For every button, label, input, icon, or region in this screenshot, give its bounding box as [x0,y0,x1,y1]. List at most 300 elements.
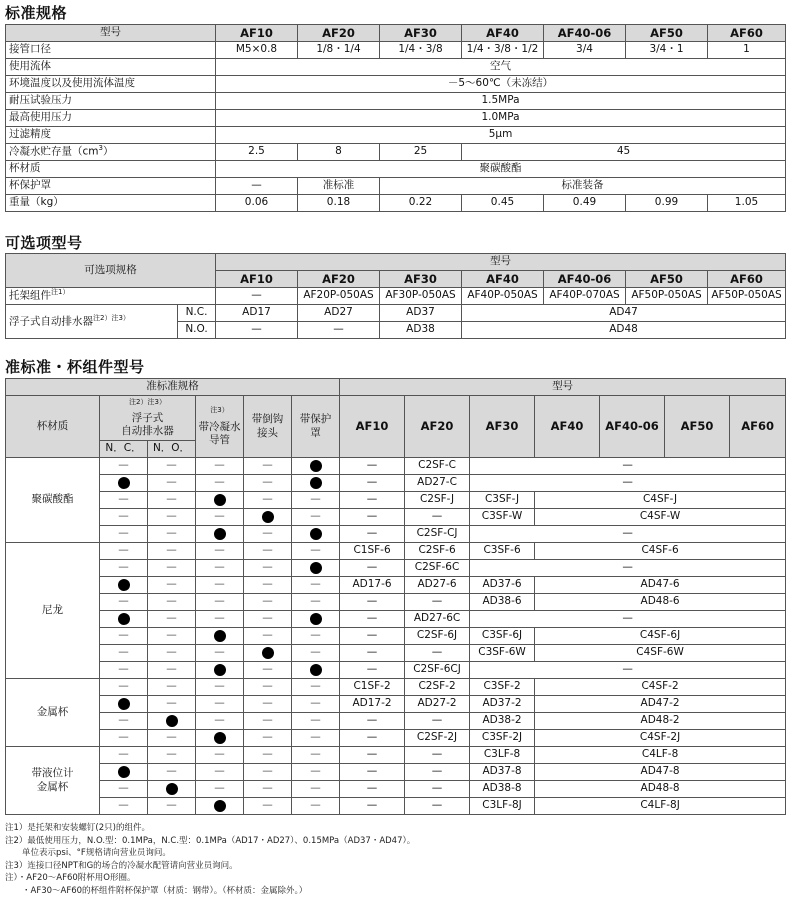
marker-cell: — [100,509,148,526]
marker-cell: — [100,526,148,543]
marker-cell: — [148,696,196,713]
marker-cell: — [148,747,196,764]
model-name: AF10 [340,396,405,458]
table-row [6,25,786,42]
marker-cell [196,730,244,747]
marker-cell [100,696,148,713]
bowl-assembly-table [5,378,786,815]
model-value: — [340,458,405,475]
filled-dot-icon [262,511,274,523]
table-row [6,161,786,178]
model-name: AF40-06 [544,271,626,288]
spec-label: 使用流体 [6,59,216,76]
bowl-material: 聚碳酸酯 [6,458,100,543]
marker-cell: — [100,679,148,696]
option-value: AD47 [462,305,786,322]
footnote: ・AF30～AF60的杯组件附杯保护罩（材质：钢带）。（杯材质：金属除外。） [5,885,415,897]
spec-value: M5×0.8 [216,42,298,59]
model-value: — [405,509,470,526]
marker-cell: — [244,679,292,696]
model-value: AD17-2 [340,696,405,713]
option-value: AF40P-050AS [462,288,544,305]
model-value: C1SF-2 [340,679,405,696]
filled-dot-icon [310,613,322,625]
model-value: AD37-8 [470,764,535,781]
marker-cell: — [244,696,292,713]
spec-value: 45 [462,144,786,161]
model-name: AF10 [216,271,298,288]
marker-cell: — [244,560,292,577]
model-value: C4SF-J [535,492,786,509]
table-row [6,110,786,127]
marker-cell: — [196,747,244,764]
model-value: C2SF-2J [405,730,470,747]
model-value: AD47-6 [535,577,786,594]
model-name: AF10 [216,25,298,42]
footnote: 注1）是托架和安装螺钉(2只)的组件。 [5,822,415,835]
model-value: C3SF-J [470,492,535,509]
filled-dot-icon [310,664,322,676]
marker-cell [196,492,244,509]
marker-cell: — [244,662,292,679]
model-name: AF60 [730,396,786,458]
model-value: — [340,713,405,730]
marker-cell [292,662,340,679]
model-value: C2SF-J [405,492,470,509]
marker-cell: — [100,543,148,560]
marker-cell: — [148,798,196,815]
marker-cell: — [196,679,244,696]
option-value: AF50P-050AS [708,288,786,305]
spec-value: 0.18 [298,195,380,212]
spec-value: 3/4・1 [626,42,708,59]
model-value: C4SF-6W [535,645,786,662]
guard-header: 带保护 罩 [292,396,340,458]
model-name: AF20 [405,396,470,458]
marker-cell: — [196,560,244,577]
model-value: C3SF-6W [470,645,535,662]
table-row [6,696,786,713]
no-header: N．O． [148,441,196,458]
table-row [6,458,786,475]
marker-cell: — [148,628,196,645]
filled-dot-icon [214,800,226,812]
marker-cell: — [292,781,340,798]
marker-cell: — [100,492,148,509]
marker-cell: — [148,645,196,662]
spec-label: 杯保护罩 [6,178,216,195]
spec-value: 0.22 [380,195,462,212]
spec-label: 环境温度以及使用流体温度 [6,76,216,93]
marker-cell: — [196,645,244,662]
marker-cell: — [196,594,244,611]
marker-cell: — [244,577,292,594]
marker-cell: — [100,747,148,764]
spec-label: 最高使用压力 [6,110,216,127]
filled-dot-icon [166,715,178,727]
spec-value: 3/4 [544,42,626,59]
model-value: C2SF-6 [405,543,470,560]
filled-dot-icon [310,528,322,540]
filled-dot-icon [310,460,322,472]
marker-cell: — [244,526,292,543]
spec-value: 1/4・3/8 [380,42,462,59]
model-value: AD38-8 [470,781,535,798]
model-value: — [470,611,786,628]
marker-cell: — [244,458,292,475]
marker-cell: — [148,526,196,543]
marker-cell [292,475,340,492]
option-value: AF40P-070AS [544,288,626,305]
table-row [6,127,786,144]
spec-value: 1 [708,42,786,59]
marker-cell: — [292,577,340,594]
spec-value: 空气 [216,59,786,76]
filled-dot-icon [166,783,178,795]
filled-dot-icon [214,630,226,642]
spec-value: 0.99 [626,195,708,212]
spec-label: 浮子式自动排水器$^{注2)注3)}$ [6,305,178,339]
table-row [6,679,786,696]
marker-cell: — [244,713,292,730]
section-title-bowl-assembly: 准标准・杯组件型号 [5,356,145,377]
filled-dot-icon [118,477,130,489]
footnote: 注3）连接口径NPT和G的场合的冷凝水配管请向营业员询问。 [5,860,415,873]
marker-cell: — [148,475,196,492]
marker-cell: — [244,798,292,815]
table-row [6,42,786,59]
model-value: AD27-C [405,475,470,492]
filled-dot-icon [118,613,130,625]
marker-cell: — [244,475,292,492]
model-name: AF40 [462,271,544,288]
model-value: — [340,509,405,526]
model-value: — [405,645,470,662]
table-row [6,628,786,645]
marker-cell: — [148,458,196,475]
model-value: C4SF-6 [535,543,786,560]
spec-label: 杯材质 [6,161,216,178]
marker-cell: — [244,730,292,747]
marker-cell: — [148,611,196,628]
model-value: AD38-6 [470,594,535,611]
table-row [6,178,786,195]
pipe-header: $^{注3)}$ 带冷凝水 导管 [196,396,244,458]
model-value: C2SF-6J [405,628,470,645]
model-name: AF30 [380,271,462,288]
table-row [6,611,786,628]
model-value: AD48-6 [535,594,786,611]
marker-cell: — [292,730,340,747]
spec-value: 1.05 [708,195,786,212]
table-row [6,662,786,679]
marker-cell: — [196,696,244,713]
table-row [6,396,786,441]
filled-dot-icon [214,494,226,506]
marker-cell: — [196,475,244,492]
spec-label: 接管口径 [6,42,216,59]
table-row [6,288,786,305]
table-row [6,526,786,543]
marker-cell [196,798,244,815]
marker-cell: — [292,492,340,509]
spec-header: 准标准规格 [6,379,340,396]
marker-cell: — [292,798,340,815]
footnote: 单位表示psi、°F规格请向营业员询问。 [5,847,415,860]
model-name: AF60 [708,271,786,288]
model-name: AF60 [708,25,786,42]
marker-cell: — [100,713,148,730]
filled-dot-icon [118,766,130,778]
marker-cell: — [292,679,340,696]
model-value: C4SF-2J [535,730,786,747]
marker-cell: — [196,713,244,730]
model-value: AD47-2 [535,696,786,713]
marker-cell: — [292,594,340,611]
model-value: — [340,475,405,492]
marker-cell: — [244,611,292,628]
spec-value: 8 [298,144,380,161]
model-value: — [470,662,786,679]
drain-header: $^{注2)注3)}$ 浮子式 自动排水器 [100,396,196,441]
filled-dot-icon [214,732,226,744]
model-name: AF30 [470,396,535,458]
model-value: AD48-2 [535,713,786,730]
marker-cell: — [148,492,196,509]
model-value: C3SF-6J [470,628,535,645]
marker-cell: — [292,645,340,662]
nc-header: N．C． [100,441,148,458]
filled-dot-icon [118,698,130,710]
model-value: C3SF-2J [470,730,535,747]
model-value: — [405,713,470,730]
model-value: C4LF-8 [535,747,786,764]
model-header: 型号 [340,379,786,396]
model-value: C3LF-8 [470,747,535,764]
filled-dot-icon [214,664,226,676]
model-name: AF40 [535,396,600,458]
spec-label: 重量（kg） [6,195,216,212]
marker-cell: — [100,560,148,577]
marker-cell: — [148,577,196,594]
model-value: — [405,764,470,781]
marker-cell [148,713,196,730]
marker-cell: — [100,730,148,747]
filled-dot-icon [310,562,322,574]
bowl-material: 尼龙 [6,543,100,679]
model-value: AD37-6 [470,577,535,594]
spec-label: 过滤精度 [6,127,216,144]
marker-cell: — [244,747,292,764]
option-value: AF20P-050AS [298,288,380,305]
option-value: — [216,288,298,305]
spec-value: 1.5MPa [216,93,786,110]
model-value: — [340,730,405,747]
model-value: — [340,594,405,611]
option-value: — [216,322,298,339]
table-row [6,379,786,396]
filled-dot-icon [310,477,322,489]
marker-cell: — [100,628,148,645]
drain-type: N.C. [178,305,216,322]
model-value: C4SF-W [535,509,786,526]
table-row [6,730,786,747]
marker-cell: — [244,543,292,560]
table-row [6,509,786,526]
table-row [6,577,786,594]
table-row [6,76,786,93]
spec-value: 0.49 [544,195,626,212]
option-value: — [298,322,380,339]
footnote: 注）・AF20～AF60附杯用O形圈。 [5,872,415,885]
model-value: C3SF-6 [470,543,535,560]
model-value: AD48-8 [535,781,786,798]
marker-cell: — [244,781,292,798]
marker-cell [292,611,340,628]
model-value: — [340,747,405,764]
model-value: AD27-6C [405,611,470,628]
model-name: AF50 [626,25,708,42]
option-value: AD48 [462,322,786,339]
marker-cell: — [100,594,148,611]
spec-value: — [216,178,298,195]
marker-cell: — [292,713,340,730]
model-name: AF40-06 [600,396,665,458]
model-value: — [340,798,405,815]
model-value: C3SF-2 [470,679,535,696]
spec-value: 准标准 [298,178,380,195]
marker-cell: — [100,798,148,815]
marker-cell: — [148,730,196,747]
marker-cell: — [292,628,340,645]
marker-cell [148,781,196,798]
standard-specs-table [5,24,786,212]
marker-cell [292,560,340,577]
table-row [6,713,786,730]
model-value: AD47-8 [535,764,786,781]
spec-value: －5～60℃（未冻结） [216,76,786,93]
table-row [6,560,786,577]
drain-type: N.O. [178,322,216,339]
marker-cell: — [100,645,148,662]
model-value: — [405,747,470,764]
marker-cell: — [196,543,244,560]
model-name: AF50 [626,271,708,288]
bowl-material-header: 杯材质 [6,396,100,458]
marker-cell: — [292,543,340,560]
option-value: AD37 [380,305,462,322]
model-value: C4LF-8J [535,798,786,815]
model-value: — [405,594,470,611]
model-header: 型号 [6,25,216,42]
model-name: AF30 [380,25,462,42]
marker-cell: — [196,509,244,526]
model-value: — [340,764,405,781]
marker-cell: — [148,764,196,781]
table-row [6,254,786,271]
spec-value: 25 [380,144,462,161]
table-row [6,475,786,492]
table-row [6,492,786,509]
spec-value: 5μm [216,127,786,144]
marker-cell: — [196,458,244,475]
option-value: AF30P-050AS [380,288,462,305]
marker-cell: — [196,781,244,798]
model-value: — [340,645,405,662]
spec-value: 2.5 [216,144,298,161]
filled-dot-icon [262,647,274,659]
model-value: C2SF-6C [405,560,470,577]
model-value: — [340,526,405,543]
marker-cell [196,526,244,543]
marker-cell: — [292,696,340,713]
option-value: AD38 [380,322,462,339]
marker-cell: — [148,662,196,679]
model-value: — [340,662,405,679]
spec-value: 1.0MPa [216,110,786,127]
model-name: AF20 [298,271,380,288]
marker-cell: — [292,509,340,526]
option-value: AD17 [216,305,298,322]
table-row [6,798,786,815]
marker-cell: — [196,764,244,781]
model-value: AD27-6 [405,577,470,594]
model-value: — [405,781,470,798]
marker-cell: — [100,662,148,679]
model-name: AF20 [298,25,380,42]
marker-cell [196,662,244,679]
model-value: C1SF-6 [340,543,405,560]
table-row [6,781,786,798]
model-value: — [470,526,786,543]
marker-cell [292,526,340,543]
model-value: — [340,560,405,577]
marker-cell: — [148,509,196,526]
marker-cell: — [148,679,196,696]
marker-cell: — [196,611,244,628]
marker-cell: — [148,594,196,611]
filled-dot-icon [214,528,226,540]
model-value: AD17-6 [340,577,405,594]
spec-value: 0.45 [462,195,544,212]
footnotes [5,822,415,897]
marker-cell: — [100,458,148,475]
model-value: C2SF-CJ [405,526,470,543]
marker-cell: — [244,492,292,509]
model-value: — [405,798,470,815]
spec-label: 冷凝水贮存量$(cm^3)$ [6,144,216,161]
filled-dot-icon [118,579,130,591]
model-value: C4SF-6J [535,628,786,645]
spec-label: 耐压试验压力 [6,93,216,110]
model-value: — [340,611,405,628]
spec-value: 1/4・3/8・1/2 [462,42,544,59]
model-value: C2SF-C [405,458,470,475]
model-value: — [340,628,405,645]
section-title-options: 可选项型号 [5,232,83,253]
spec-value: 标准装备 [380,178,786,195]
marker-cell [196,628,244,645]
marker-cell: — [100,781,148,798]
table-row [6,764,786,781]
model-name: AF50 [665,396,730,458]
model-value: C3SF-W [470,509,535,526]
table-row [6,305,786,322]
option-value: AD27 [298,305,380,322]
model-header: 型号 [216,254,786,271]
marker-cell: — [292,764,340,781]
model-name: AF40-06 [544,25,626,42]
